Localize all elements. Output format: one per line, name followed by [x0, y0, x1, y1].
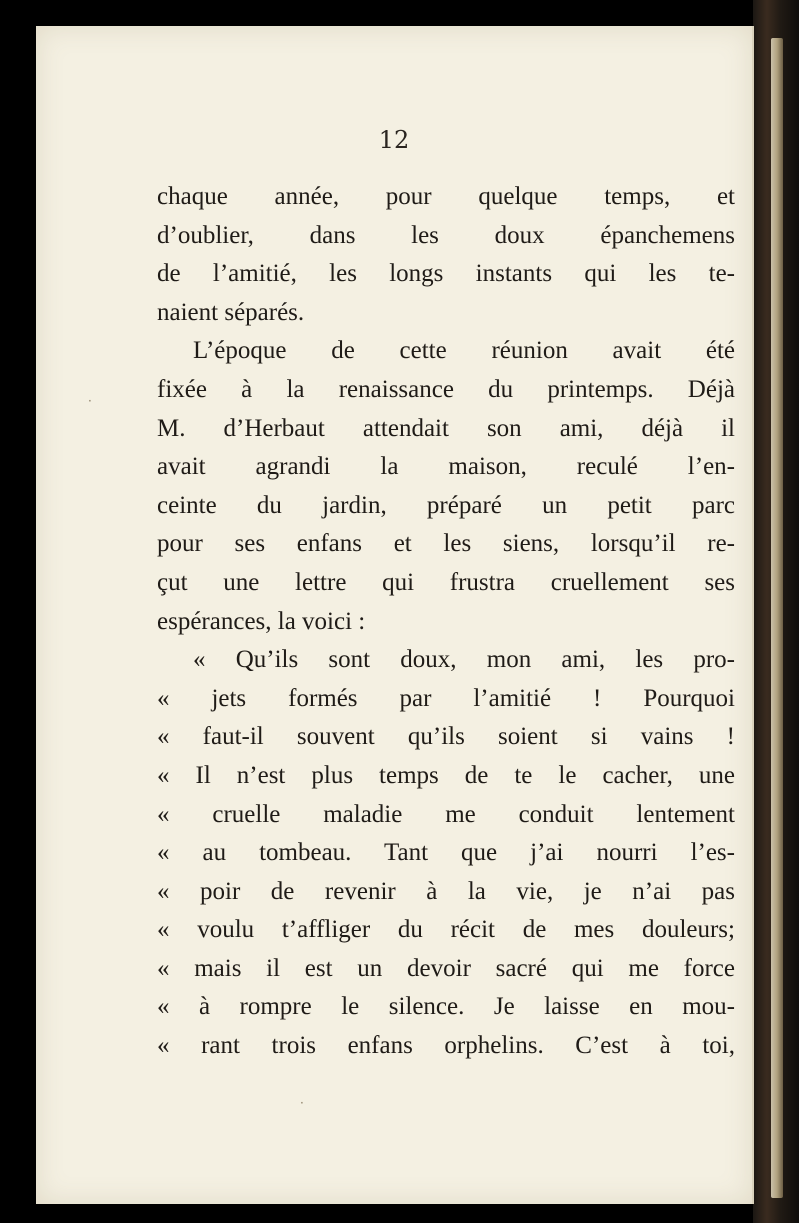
- text-line: « cruelle maladie me conduit lentement: [157, 800, 735, 828]
- text-line: fixée à la renaissance du printemps. Déjà: [157, 375, 735, 403]
- text-line: avait agrandi la maison, reculé l’en-: [157, 453, 735, 481]
- text-line: « faut-il souvent qu’ils soient si vains !: [157, 723, 735, 751]
- text-line: pour ses enfans et les siens, lorsqu’il re-: [157, 530, 735, 558]
- book-page: [36, 26, 754, 1204]
- text-line: « Qu’ils sont doux, mon ami, les pro-: [193, 646, 735, 674]
- text-line: « au tombeau. Tant que j’ai nourri l’es-: [157, 839, 735, 867]
- text-line: çut une lettre qui frustra cruellement ses: [157, 568, 735, 596]
- text-line: « rant trois enfans orphelins. C’est à toi,: [157, 1032, 735, 1060]
- text-line: naient séparés.: [157, 298, 305, 326]
- text-line: « poir de revenir à la vie, je n’ai pas: [157, 877, 735, 905]
- page-number: 12: [378, 126, 410, 154]
- paper-speck: ·: [88, 394, 92, 408]
- text-line: « mais il est un devoir sacré qui me force: [157, 954, 735, 982]
- adjacent-page-edge: [771, 38, 783, 1198]
- text-line: L’époque de cette réunion avait été: [193, 337, 735, 365]
- text-line: « à rompre le silence. Je laisse en mou-: [157, 993, 735, 1021]
- text-line: ceinte du jardin, préparé un petit parc: [157, 491, 735, 519]
- text-line: de l’amitié, les longs instants qui les te-: [157, 260, 735, 288]
- text-line: « Il n’est plus temps de te le cacher, une: [157, 761, 735, 789]
- page-text: [157, 178, 735, 1066]
- paper-speck: ·: [300, 1096, 304, 1110]
- text-line: espérances, la voici :: [157, 607, 366, 635]
- text-line: d’oublier, dans les doux épanchemens: [157, 221, 735, 249]
- text-line: « jets formés par l’amitié ! Pourquoi: [157, 684, 735, 712]
- text-line: « voulu t’affliger du récit de mes douleurs;: [157, 916, 735, 944]
- text-line: M. d’Herbaut attendait son ami, déjà il: [157, 414, 735, 442]
- text-line: chaque année, pour quelque temps, et: [157, 183, 735, 210]
